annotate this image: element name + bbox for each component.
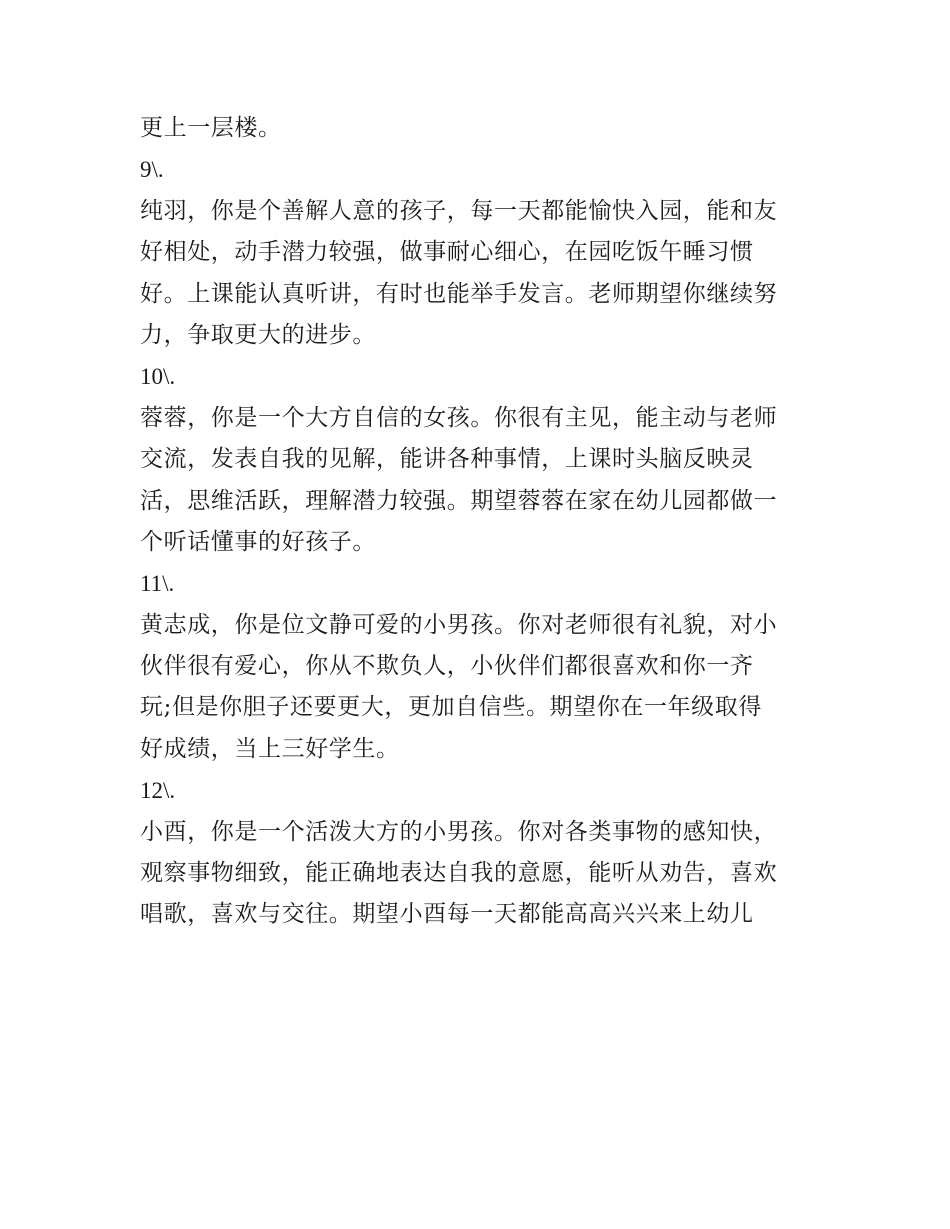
text-line: 伙伴很有爱心，你从不欺负人，小伙伴们都很喜欢和你一齐 (140, 653, 754, 680)
item-number: 10\. (140, 364, 176, 390)
text-line: 玩;但是你胆子还要更大，更加自信些。期望你在一年级取得 (140, 694, 762, 721)
text-line: 更上一层楼。 (140, 115, 282, 141)
text-line: 好。上课能认真听讲，有时也能举手发言。老师期望你继续努 (140, 280, 778, 307)
item-number: 9\. (140, 157, 164, 183)
document-body (140, 108, 820, 936)
text-line: 交流，发表自我的见解，能讲各种事情，上课时头脑反映灵 (140, 446, 754, 473)
text-line: 力，争取更大的进步。 (140, 321, 376, 348)
text-line: 好相处，动手潜力较强，做事耐心细心，在园吃饭午睡习惯 (140, 239, 754, 266)
text-line: 活，思维活跃，理解潜力较强。期望蓉蓉在家在幼儿园都做一 (140, 487, 778, 514)
text-line: 观察事物细致，能正确地表达自我的意愿，能听从劝告，喜欢 (140, 860, 778, 887)
text-line: 个听话懂事的好孩子。 (140, 528, 376, 555)
text-line: 好成绩，当上三好学生。 (140, 735, 400, 762)
text-line: 小酉，你是一个活泼大方的小男孩。你对各类事物的感知快， (140, 818, 778, 845)
item-number: 12\. (140, 778, 176, 804)
text-line: 黄志成，你是位文静可爱的小男孩。你对老师很有礼貌，对小 (140, 611, 778, 638)
text-line: 纯羽，你是个善解人意的孩子，每一天都能愉快入园，能和友 (140, 197, 778, 224)
item-number: 11\. (140, 571, 175, 597)
text-line: 唱歌，喜欢与交往。期望小酉每一天都能高高兴兴来上幼儿 (140, 901, 754, 928)
text-line: 蓉蓉，你是一个大方自信的女孩。你很有主见，能主动与老师 (140, 404, 778, 431)
